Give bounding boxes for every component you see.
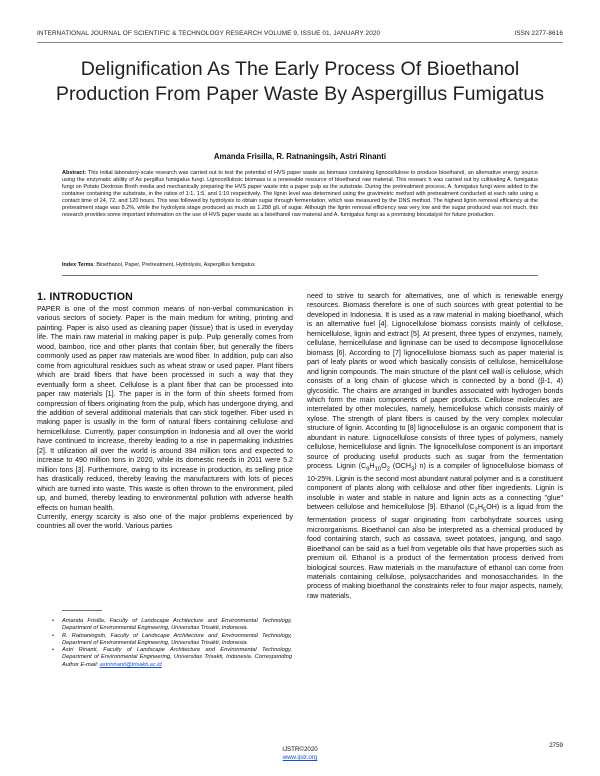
header-divider (37, 42, 563, 43)
subscript: 5 (482, 507, 487, 514)
index-terms-label: Index Terms (62, 262, 94, 268)
body-text: need to strive to search for alternatives, one of which is renewable energy resources. Biomass therefore is one of such sources with great potential to be developed in Indonesia. It is used as a raw material in making bioethanol, which is an alternative fuel [4]. Lignocellulose biomass consists mainly of cellulose, hemicellulose, lignin and extract [5]. At present, three types of enzymes, namely, cellulase, hemicellulase and ligninase can be used to decompose lignocellulose biomass [6]. According to [7] lignocellulose biomass such as paper material is part of leafy plants or wood which basically consists of cellulose, hemicellulose and lignin compounds. The main structure of the plant cell wall is cellulose, which consists of a long chain of glucose which is connected by a bond (β-1, 4) glycosidic. The chains are arranged in bundles associated with hydrogen bonds which form the main components of paper products. Cellulose molecules are interrelated by other molecules, namely, hemicellulose which consists mainly of xylose. The strength of plant fibers is caused by the very complex molecular structure of lignin. According to [8] lignocellulose is an organic component that is abundant in nature. Lignocellulose consists of three types of polymers, namely cellulose, hemicellulose and lignin. The lignocellulose component is an important source of producing useful products such as sugar from the fermentation process. Lignin (C (307, 292, 563, 471)
footnote-divider (62, 610, 102, 611)
corresponding-email-link[interactable]: astririnanti@trisakti.ac.id (99, 661, 162, 668)
bullet-icon: • (52, 618, 54, 624)
subscript: 3 (410, 466, 415, 473)
page-number: 2759 (549, 742, 563, 749)
author-footnotes (52, 618, 292, 669)
subscript: 2 (474, 507, 478, 514)
intro-paragraph-2: Currently, energy scarcity is also one of the major problems experienced by countries all over the world. Various parties (37, 512, 293, 531)
subscript: 10 (374, 466, 382, 473)
bullet-icon: • (52, 647, 54, 654)
footnote-text-body: Astri Rinanti, Faculty of Landscape Architecture and Environmental Technology, Department of Environmental Engineering, Universitas Trisakti, Indonesia. Corresponding Author E-mail: (62, 647, 292, 668)
body-text: ) n) is a compiler of lignocellulose biomass of 10-25%. Lignin is the second most abundant natural polymer and is a constituent component of plants along with cellulose and other fiber ingredients. Lignin is insoluble in water and stable in nature and lignin acts as a connecting "glue" between cellulose and hemicellulose [9]. Ethanol (C (307, 462, 563, 512)
intro-paragraph-3 (307, 292, 563, 601)
footnote-text: R. Ratnaningsih, Faculty of Landscape Architecture and Environmental Technology, Department of Environmental Engineering, Universitas Trisakti, Indonesia. (62, 632, 292, 646)
bullet-icon: • (52, 632, 54, 639)
journal-url-link[interactable]: www.ijstr.org (282, 754, 318, 761)
copyright: IJSTR©2020 (282, 746, 318, 753)
journal-name: INTERNATIONAL JOURNAL OF SCIENTIFIC & TECHNOLOGY RESEARCH VOLUME 9, ISSUE 01, JANUARY 2020 (37, 30, 381, 37)
footnote-item (52, 633, 292, 648)
body-text: H (369, 462, 375, 471)
left-column (37, 291, 293, 532)
subscript: 9 (366, 466, 370, 473)
body-text: OH) is a liquid from the fermentation process of sugar originating from carbohydrate sources using microorganisms. Bioethanol can also be interpreted as a chemical produced by food containing starch, such as cassava, sweet potatoes, jangung, and sago. Bioethanol can be said as a fuel from vegetable oils that have properties such as premium oil. Ethanol is a product of the fermentation process derived from biological sources. Raw materials in the manufacture of ethanol can come from materials containing cellulose, polysaccharides and monosaccharides. In the process of making bioethanol the constraints refer to four major aspects, namely, raw materials, (307, 503, 563, 600)
page-footer (0, 746, 600, 762)
abstract-label: Abstract: (62, 170, 87, 176)
abstract-text: This initial laboratory-scale research was carried out to test the potential of HVS paper waste as biomass containing lignocellulose to produce bioethanol, an alternative energy source using the enzymatic ability of As pergillus fumigatus fungi. Lignocellulosic biomass is a renewable resource of bioethanol raw material. This researc h was carried out by cultivating A. fumigatus fungi on Potato Dextrose Broth media and mechanically preparing the HVS paper waste into a paper pulp as the substrate. During the pretreatment process, A. fumigatus fungi were added to the container containing the substrate, in the ratios of 1:1, 1:5, and 1:10 respectively. The lignin level was determined using the gravimetric method with pretreatment conducted at each ratio using a contact time of 24, 72, and 120 hours. This was followed by hydrolysis to obtain sugar through fermentation, which was measured by the DNS method. The highest lignin removal efficiency at the pretreatment stage was 8.2%, while the hydrolysis stage produced as much as 1.288 g/L of sugar. Although the lignin removal efficiency was very low and the sugar produced was not much, this research provides some important information on the use of HVS paper waste as a bioethanol raw material and A. fumigatus fungi as a promising biocatalyst for future production. (62, 170, 538, 218)
author-list: Amanda Frisilla, R. Ratnaningsih, Astri Rinanti (213, 152, 387, 161)
subscript: 2 (386, 466, 390, 473)
body-text: (OCH (389, 462, 411, 471)
index-divider (62, 275, 538, 276)
index-terms-text: : Bioethanol, Paper, Pretreatment, Hydrolysis, Aspergillus fumigatus (93, 262, 255, 268)
body-text: O (381, 462, 387, 471)
issn: ISSN 2277-8616 (514, 30, 563, 37)
index-terms (62, 262, 538, 269)
body-text: H (477, 503, 483, 512)
paper-title: Delignification As The Early Process Of Bioethanol Production From Paper Waste By Aspergillus Fumigatus (55, 58, 545, 105)
right-column (307, 292, 563, 601)
journal-header (37, 30, 563, 40)
footnote-item (52, 618, 292, 633)
intro-paragraph-1: PAPER is one of the most common means of non-verbal communication in various sectors of society. Paper is the main medium for writing, printing and painting. Paper is also used as cleaning paper (tissue) that is used in everyday life. The main raw material in making paper is pulp. Pulp generally comes from wood, bamboo, rice and other plants that contain fiber, but generally the fibers commonly used as paper raw materials are wood fiber. In addition, pulp can also come from agricultural residues such as wheat straw or used paper. Plant fibers which are braid fibers that have been processed in such a way that they eventually form a sheet. Cellulose is a plant fiber that can be processed into paper raw materials [1]. The paper is in the form of thin sheets formed from compression of fibers originating from the pulp, which has undergone drying, and the addition of several additional materials that can stick together. Fiber used in making paper is usually in the form of natural fibers containing cellulose and hemicellulose. Currently, paper consumption in Indonesia and all over the world have continued to increase, thereby leading to a rise in papermaking industries [2]. It utilization all over the world is around 394 million tons and expected to increase to 490 million tons in 2020, while its domestic needs in 2011 were 5.2 million tons [3]. Furthermore, owing to its increase in production, its selling price has drastically reduced, thereby leaving the manufacturers with lots of pieces which are turned into waste. This waste is often thrown to the environment, piled up, and burned, thereby leading to environmental pollution with adverse health effects on human health. (37, 305, 293, 512)
footnote-item (52, 647, 292, 669)
section-heading: 1. INTRODUCTION (37, 291, 133, 303)
abstract (62, 170, 538, 219)
footnote-text (62, 647, 292, 669)
footnote-text: Amanda Frisilla, Faculty of Landscape Architecture and Environmental Technology, Department of Environmental Engineering, Universitas Trisakti, Indonesia. (62, 618, 292, 632)
